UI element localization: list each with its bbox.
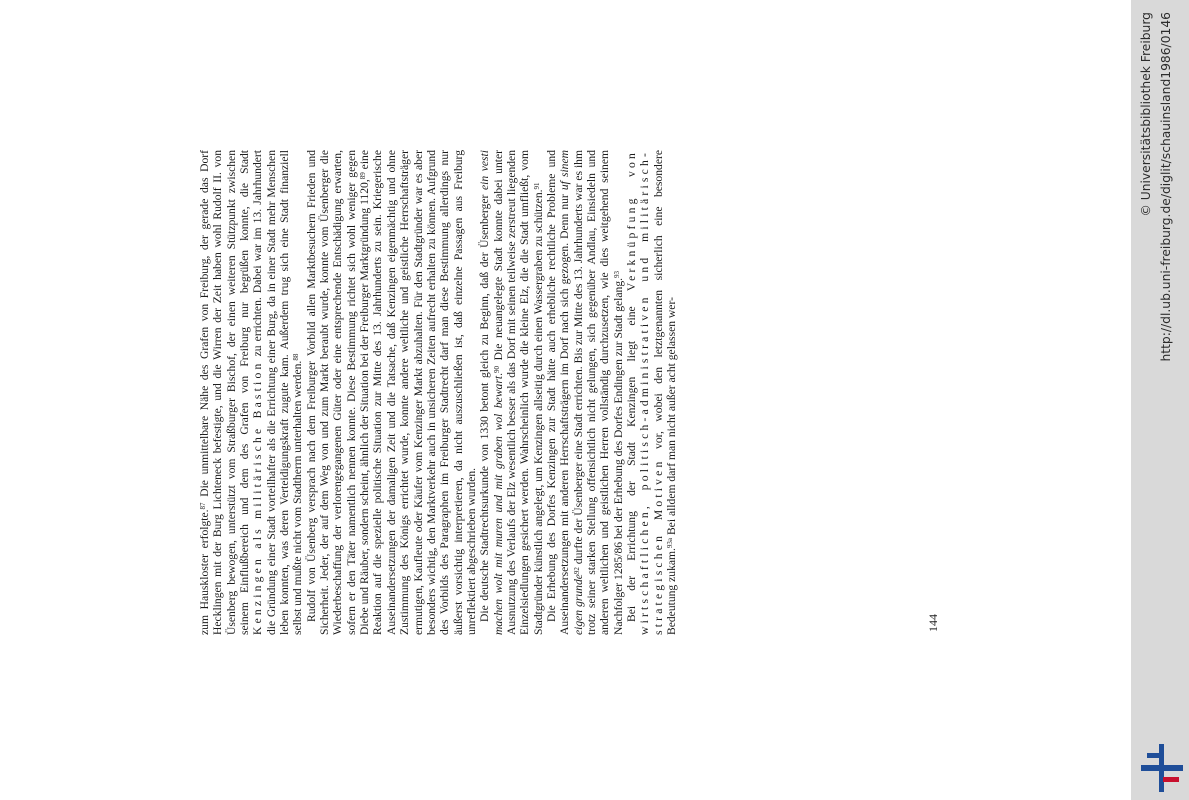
footnote-ref: 93 — [612, 270, 621, 278]
text-run: zum Hauskloster erfolgte. — [198, 509, 211, 635]
footnote-ref: 93a — [666, 537, 675, 549]
text-run: zu errichten. Dabei war im 13. Jahrhundert die Gründung einer Stadt vorteilhafter als die Errichtung einer Burg, da in einer Stadt mehr Menschen leben konnten, was deren Verteidigungskraft zugute kam. Außerdem trug sich eine Stadt finanziell selbst und mußte nicht vom Stadtherrn unterhalten werden. — [251, 150, 305, 635]
side-bar-text — [1134, 0, 1186, 800]
text-run: Die deutsche Stadtrechtsurkunde von 1330 betont gleich zu Beginn, daß der Üsenberger — [478, 190, 492, 622]
text-run: eine Reaktion auf die spezielle politische Situation zur Mitte des 13. Jahrhunderts zu sein. Kriegerische Auseinandersetzungen der damaligen Zeit und die Tatsache, daß Kenzingen eigenmächtig und ohne Zustimmung des Königs errichtet wurde, konnte andere weltliche und geistliche Herrschaftsträger ermutigen, Kaufleute oder Käufer vom Kenzinger Markt abzuhalten. Für den Stadtgründer war es aber besonders wichtig, den Marktverkehr auch in unsicheren Zeiten aufrecht erhalten zu können. Aufgrund des Vorbilds des Paragraphen im Freiburger Stadtrecht darf man diese Bestimmung allerdings nur äußerst vorsichtig interpretieren, da nicht auszuschließen ist, daß einzelne Passagen aus Freiburg unreflektiert abgeschrieben wurden. — [358, 150, 478, 635]
page-body-text — [198, 150, 678, 635]
paragraph — [305, 150, 478, 635]
copyright-notice: © Universitätsbibliothek Freiburg — [1139, 12, 1153, 217]
text-run: Bei alldem darf man nicht außer acht gelassen wer- — [665, 297, 679, 538]
footnote-ref: 89 — [359, 172, 368, 180]
scanned-page — [178, 0, 938, 800]
text-run: Rudolf von Üsenberg versprach nach dem Freiburger Vorbild allen Marktbesuchern Frieden und Sicherheit. Jeder, der auf dem Weg von und zum Markt beraubt wurde, konnte vom Üsenberger die Wiederbeschaffung der verlorengegangenen Güter oder eine entsprechende Entschädigung erwarten, sofern er den Täter namentlich nennen konnte. Diese Bestimmung richtet sich wohl weniger gegen Diebe und Räuber, sondern scheint, ähnlich der Situation bei der Freiburger Marktgründung 1120, — [304, 150, 372, 635]
text-run: vor, wobei den letztgenannten sicherlich eine besondere Bedeutung zukam. — [651, 150, 679, 635]
quoted-phrase: ein vesti machen wolt mit muren und mit graben wol bewart — [478, 150, 505, 635]
text-run: durfte der Üsenberger eine Stadt errichten. Bis zur Mitte des 13. Jahrhunderts war es ihm trotz seiner starken Stellung offensichtlich nicht gelungen, sich gegenüber Andlau, Einsiedeln und anderen weltlichen und geistlichen Herren vollständig durchzusetzen, wie dies weitgehend seinem Nachfolger 1285/86 bei der Erhebung des Dorfes Endingen zur Stadt gelang. — [571, 150, 625, 635]
footnote-ref: 88 — [292, 353, 301, 361]
paragraph — [198, 150, 305, 635]
source-url-link[interactable]: http://dl.ub.uni-freiburg.de/diglit/schauinsland1986/0146 — [1159, 12, 1173, 362]
text-run: Die neuangelegte Stadt konnte dabei unter Ausnutzung des Verlaufs der Elz wesentlich besser als das Dorf mit seinen teilweise zerstreut liegenden Einzelsiedlungen gesichert werden. Wahrscheinlich wurde die kleine Elz, die die Stadt umfließt, vom Stadtgründer künstlich angelegt, um Kenzingen allseitig durch einen Wassergraben zu schützen. — [491, 150, 545, 635]
paragraph — [625, 150, 678, 635]
text-run: Die Erhebung des Dorfes Kenzingen zur Stadt hätte auch erhebliche rechtliche Probleme und Auseinandersetzungen mit anderen Herrschaftsträgern im Dorf nach sich gezogen. Denn nur — [544, 150, 572, 635]
quoted-phrase: uf sinem eigen grunde — [558, 150, 585, 635]
paragraph — [478, 150, 545, 635]
footnote-ref: 91 — [532, 182, 541, 190]
footnote-ref: 90 — [492, 366, 501, 373]
footnote-ref: 87 — [199, 502, 207, 510]
text-run: . — [491, 373, 505, 376]
spaced-emphasis: Verknüpfung von wirtschaftlichen, politisch-administrativen und militärisch-strategischen Motiven — [625, 150, 665, 635]
footnote-ref: 92 — [572, 567, 581, 575]
text-run: Die unmittelbare Nähe des Grafen von Freiburg, der gerade das Dorf Hecklingen mit der Burg Lichteneck befestigte, und die Wirren der Zeit haben wohl Rudolf II. von Üsenberg bewogen, unterstützt vom Straßburger Bischof, der einen weiteren Stützpunkt zwischen seinem Einflußbereich und dem des Grafen von Freiburg nur begrüßen konnte, die Stadt — [198, 150, 252, 635]
text-run: Bei der Errichtung der Stadt Kenzingen liegt eine — [625, 291, 638, 622]
paragraph — [545, 150, 625, 635]
page-number: 144 — [926, 614, 940, 632]
spaced-emphasis: Kenzingen als militärische Bastion — [251, 360, 265, 635]
ub-freiburg-logo-icon[interactable] — [1139, 744, 1185, 792]
